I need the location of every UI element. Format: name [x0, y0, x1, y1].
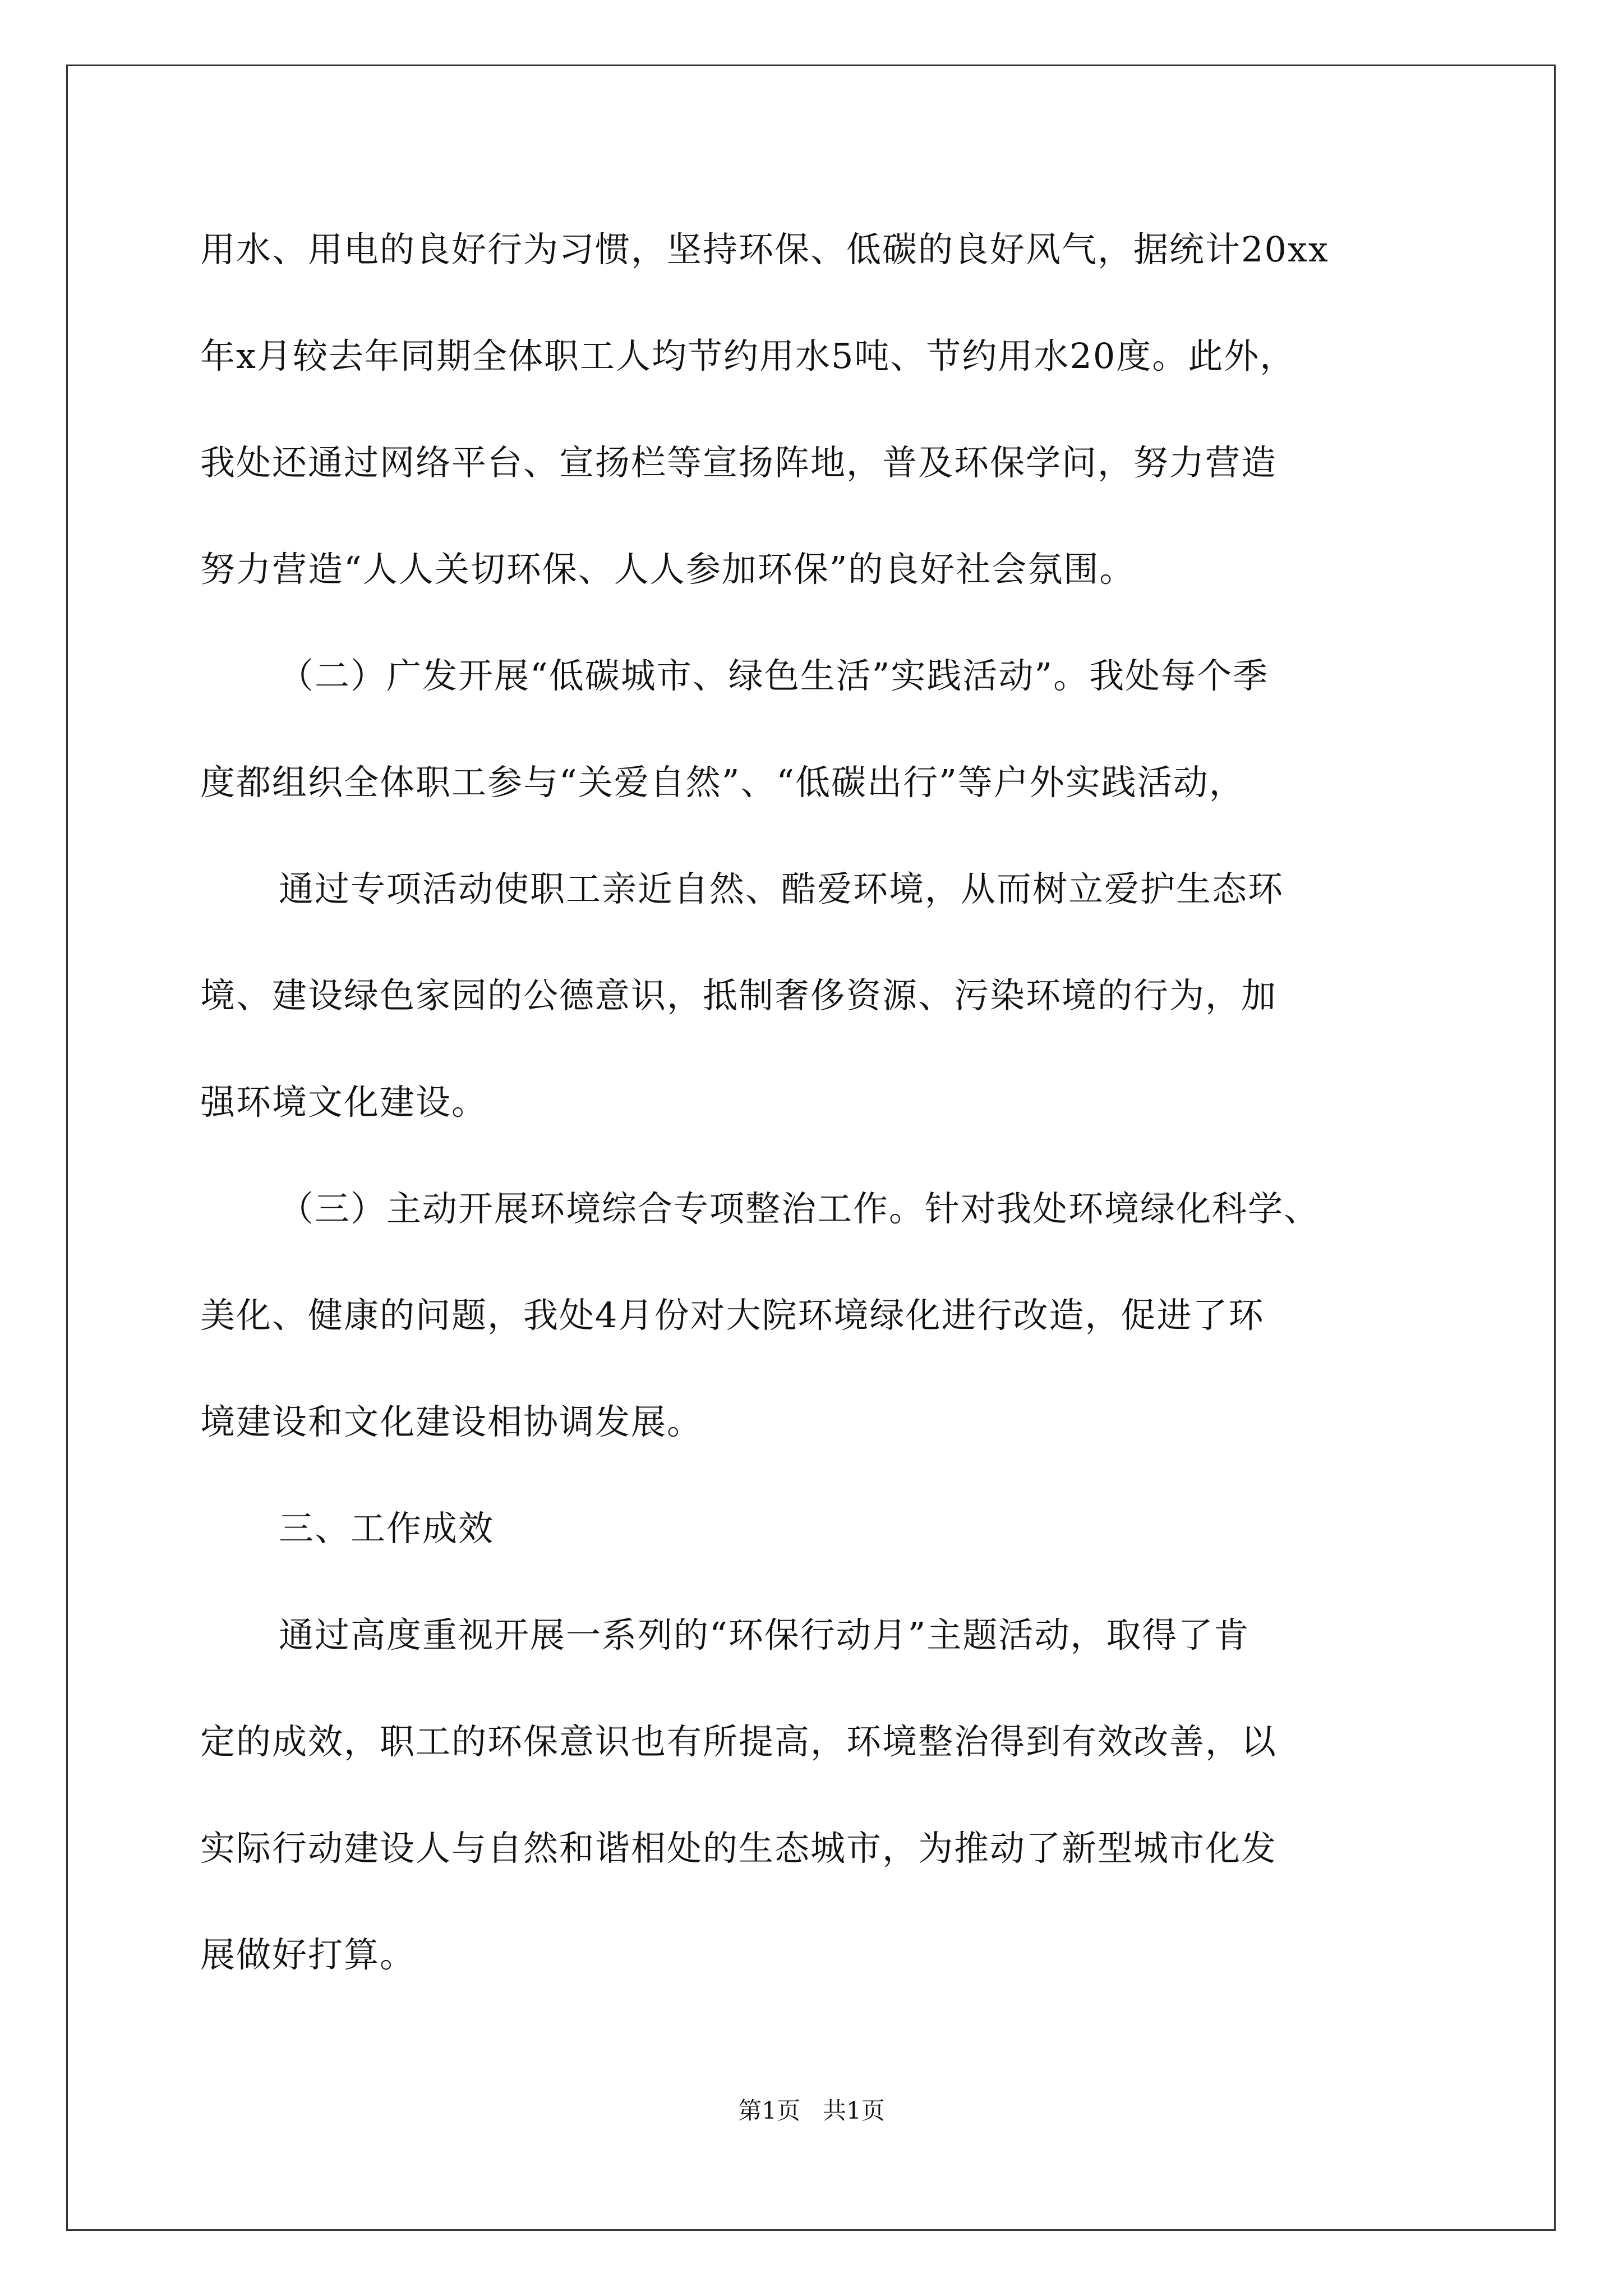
text-line-6: 度都组织全体职工参与“关爱自然”、“低碳出行”等户外实践活动， [200, 762, 1245, 803]
section-heading: 三、工作成效 [279, 1508, 495, 1549]
text-line-16: 实际行动建设人与自然和谐相处的生态城市，为推动了新型城市化发 [200, 1828, 1278, 1869]
text-line-2: 年x月较去年同期全体职工人均节约用水5吨、节约用水20度。此外， [200, 335, 1296, 376]
text-line-7: 通过专项活动使职工亲近自然、酷爱环境，从而树立爱护生态环 [279, 868, 1284, 909]
text-line-3: 我处还通过网络平台、宣扬栏等宣扬阵地，普及环保学问，努力营造 [200, 442, 1278, 483]
text-line-9: 强环境文化建设。 [200, 1082, 488, 1122]
text-line-11: 美化、健康的问题，我处4月份对大院环境绿化进行改造，促进了环 [200, 1295, 1265, 1336]
text-line-14: 通过高度重视开展一系列的“环保行动月”主题活动，取得了肯 [279, 1614, 1250, 1655]
text-line-15: 定的成效，职工的环保意识也有所提高，环境整治得到有效改善，以 [200, 1721, 1278, 1762]
text-line-1: 用水、用电的良好行为习惯，坚持环保、低碳的良好风气，据统计20xx [200, 229, 1329, 270]
page-border [66, 65, 1556, 2231]
text-line-5: （二）广发开展“低碳城市、绿色生活”实践活动”。我处每个季 [279, 655, 1269, 696]
text-line-4: 努力营造“人人关切环保、人人参加环保”的良好社会氛围。 [200, 549, 1136, 590]
text-line-17: 展做好打算。 [200, 1934, 416, 1975]
text-line-12: 境建设和文化建设相协调发展。 [200, 1401, 703, 1442]
text-line-10: （三）主动开展环境综合专项整治工作。针对我处环境绿化科学、 [279, 1188, 1320, 1229]
text-line-8: 境、建设绿色家园的公德意识，抵制奢侈资源、污染环境的行为，加 [200, 975, 1278, 1016]
page-footer: 第1页 共1页 [738, 2097, 885, 2124]
